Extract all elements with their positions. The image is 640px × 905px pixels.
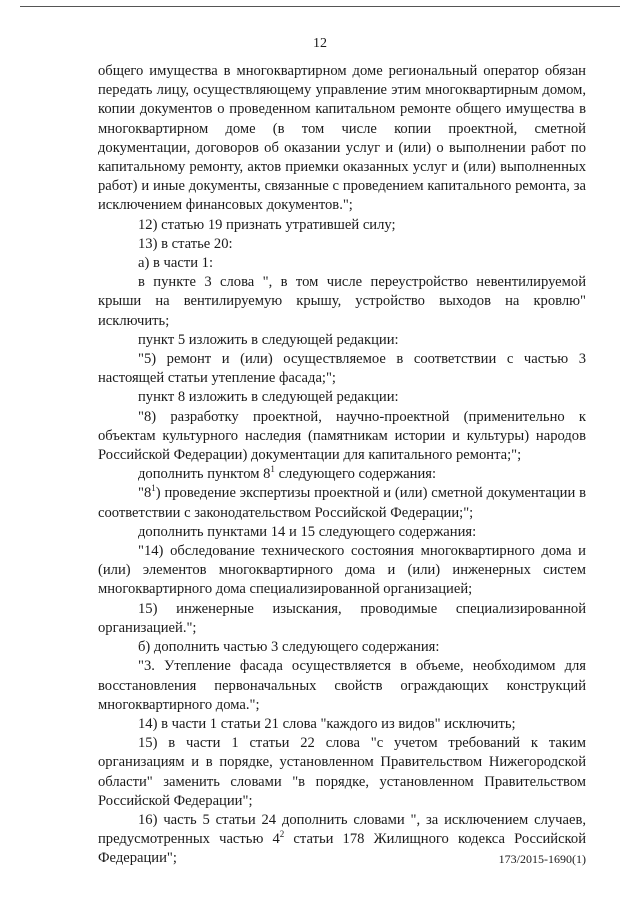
- superscript: 1: [151, 483, 156, 494]
- text-run: 16) часть 5 статьи 24 дополнить словами ", за исключением случаев, предусмотренных частью 4: [98, 811, 586, 848]
- superscript: 2: [279, 829, 285, 840]
- paragraph: "14) обследование технического состояния многоквартирного дома и (или) элементов многоквартирного дома и (или) инженерных систем многоквартирного дома специализированной организацией;: [98, 543, 586, 598]
- paragraph: 14) в части 1 статьи 21 слова "каждого из видов" исключить;: [138, 715, 516, 732]
- superscript: 1: [270, 464, 275, 475]
- paragraph: пункт 8 изложить в следующей редакции:: [138, 389, 399, 406]
- paragraph: [98, 484, 586, 522]
- paragraph: "3. Утепление фасада осуществляется в объеме, необходимом для восстановления первоначальных свойств ограждающих конструкций многоквартирного дома.";: [98, 658, 586, 713]
- text-run: следующего содержания:: [274, 466, 437, 483]
- paragraph: дополнить пунктами 14 и 15 следующего содержания:: [138, 523, 477, 540]
- text-run: статьи 178 Жилищного кодекса Российской Федерации";: [98, 831, 586, 867]
- paragraph: 15) в части 1 статьи 22 слова "с учетом требований к таким организациям и в порядке, установленном Правительством Нижегородской области" заменить словами "в порядке, установленном Правительством Российской Федерации";: [98, 735, 586, 809]
- paragraph: [98, 465, 586, 484]
- paragraph: б) дополнить частью 3 следующего содержания:: [138, 639, 440, 656]
- text-run: "8: [138, 485, 152, 502]
- paragraph: 12) статью 19 признать утратившей силу;: [138, 216, 396, 233]
- text-run: дополнить пунктом 8: [138, 466, 271, 483]
- paragraph: в пункте 3 слова ", в том числе переустройство невентилируемой крыши на вентилируемую крышу, устройство выходов на кровлю" исключить;: [98, 274, 586, 329]
- paragraph: 15) инженерные изыскания, проводимые специализированной организацией.";: [98, 600, 586, 636]
- paragraph: 13) в статье 20:: [138, 235, 233, 252]
- paragraph: "5) ремонт и (или) осуществляемое в соответствии с частью 3 настоящей статьи утепление фасада;";: [98, 351, 586, 387]
- text-run: ) проведение экспертизы проектной и (или) сметной документации в соответствии с законодательством Российской Федерации;";: [98, 485, 586, 521]
- paragraph: а) в части 1:: [138, 255, 214, 272]
- paragraph: "8) разработку проектной, научно-проектной (применительно к объектам культурного наследия (памятникам истории и культуры) народов Российской Федерации) документации для капитального ремонта;";: [98, 408, 586, 464]
- document-body: [98, 62, 586, 869]
- top-divider-line: [20, 6, 620, 7]
- paragraph: пункт 5 изложить в следующей редакции:: [138, 331, 399, 348]
- page-number: 12: [313, 36, 327, 51]
- document-code: 173/2015-1690(1): [498, 852, 586, 866]
- paragraph: общего имущества в многоквартирном доме региональный оператор обязан передать лицу, осуществляющему управление этим многоквартирным домом, копии документов о проведенном капитальном ремонте общего имущества в многоквартирном доме (в том числе копии проектной, сметной документации, договоров об оказании услуг и (или) о выполнении работ по капитальному ремонту, актов приемки оказанных услуг и (или) выполненных работ) и иные документы, связанные с проведением капитального ремонта, за исключением финансовых документов.";: [98, 63, 586, 214]
